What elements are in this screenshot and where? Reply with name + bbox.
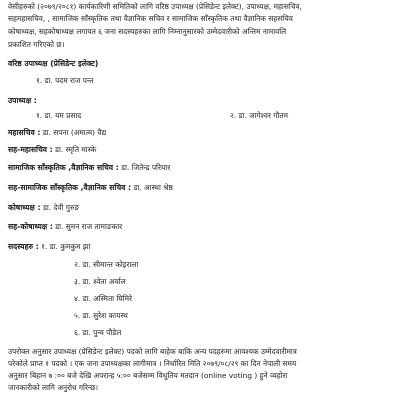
intro-line-3: कोषाध्यक्ष, सहकोषाध्यक्ष लगायत ६ जना सदस्यहरुका लागि निम्नानुसारको उम्मेदवारीको अन्तिम नामावलि (8, 27, 287, 36)
member-item: १. डा. कुमकुम झा (41, 242, 91, 251)
outro-line-4: जानकारीको लागि अनुरोध गरिन्छ। (8, 383, 99, 392)
vice-president-candidate-1: १. डा. यम प्रसाद (36, 111, 82, 120)
outro-line-1: उपरोक्त अनुसार उपाध्यक्ष (प्रेसिडेन्ट इलेक्ट) पदको लागि बाहेक बाकि अन्य पदहरुमा आवश्यक उम्मेदवारीमात्र (8, 347, 297, 356)
members-row (8, 242, 90, 252)
treasurer-row (8, 203, 79, 213)
treasurer-label: कोषाध्यक्ष : (8, 203, 41, 212)
outro-line-3: अनुसार बिहान ७ :०० बजे देखि अपरान्ह ५:०० बजेसम्म विधुतिय मतदान (online voting ) हुने व्यहोरा (8, 371, 288, 380)
members-label: सदस्यहरु : (8, 242, 39, 251)
cultural-secretary-value: डा. जितेन्द्र परियार (121, 163, 171, 172)
member-item: ३. डा. श्वेता अर्याल (74, 277, 126, 286)
joint-treasurer-label: सह-कोषाध्यक्ष : (8, 222, 53, 231)
joint-general-secretary-value: डा. स्मृति मास्के (55, 145, 97, 154)
outro-line-2: परेकोले प्राप्त १ पदको । एक जना उपाध्यक्षका लागीमात्र । निर्धारित मिति २०७९/०८/२९ का दिन नेपाली समय (8, 359, 297, 368)
president-elect-heading: वरिष्ठ उपाध्यक्ष (प्रेसिडेन्ट इलेक्ट) (8, 59, 99, 68)
joint-general-secretary-label: सह-महासचिव : (8, 145, 53, 154)
joint-cultural-secretary-value: डा. आस्था श्रेष्ठ (133, 183, 173, 192)
member-item: २. डा. सीमान्त कोइराला (74, 260, 139, 269)
vice-president-candidate-2: २. डा. जागेश्वर गौतम (230, 111, 288, 120)
vice-president-heading: उपाध्यक्ष : (8, 96, 37, 105)
general-secretary-label: महासचिव : (8, 128, 41, 137)
joint-treasurer-value: डा. सुमन राज तामाङकार (55, 222, 123, 231)
general-secretary-value: डा. सपना (अमात्य) वैद्य (42, 128, 107, 137)
general-secretary-row (8, 128, 106, 138)
treasurer-value: डा. देवी गुरुङ (42, 203, 80, 212)
joint-cultural-secretary-row (8, 183, 173, 193)
joint-cultural-secretary-label: सह-सामाजिक साँस्कृतिक ,वैज्ञानिक सचिव : (8, 183, 132, 192)
intro-line-1: वेसीहरुको (२०७९/२०८१) कार्यकारिणी समितिको लागि वरिष्ठ उपाध्यक्ष (प्रेसिडेन्ट इलेक्ट), उपाध्यक्ष, महासचिव, (8, 2, 302, 11)
member-item: ६. डा. पुन्य पौडेल (74, 328, 122, 337)
cultural-secretary-label: सामाजिक साँस्कृतिक ,वैज्ञानिक सचिव : (8, 163, 119, 172)
president-elect-candidate: १. डा. पदम राज पन्त (36, 76, 94, 85)
member-item: ५. डा. सुरेश कायस्थ (74, 311, 128, 320)
joint-treasurer-row (8, 222, 122, 232)
joint-general-secretary-row (8, 145, 96, 155)
cultural-secretary-row (8, 163, 170, 173)
member-item: ४. डा. अस्मिता घिमिरे (74, 294, 133, 303)
intro-line-2: सहमहासचिव, , सामाजिक साँस्कृतिक तथा वैज्ञानिक सचिव र सामाजिक साँस्कृतिक तथा वैज्ञानिक सहसचिव (8, 14, 293, 23)
intro-line-4: प्रकाशित गरिएको छ। (8, 40, 65, 49)
